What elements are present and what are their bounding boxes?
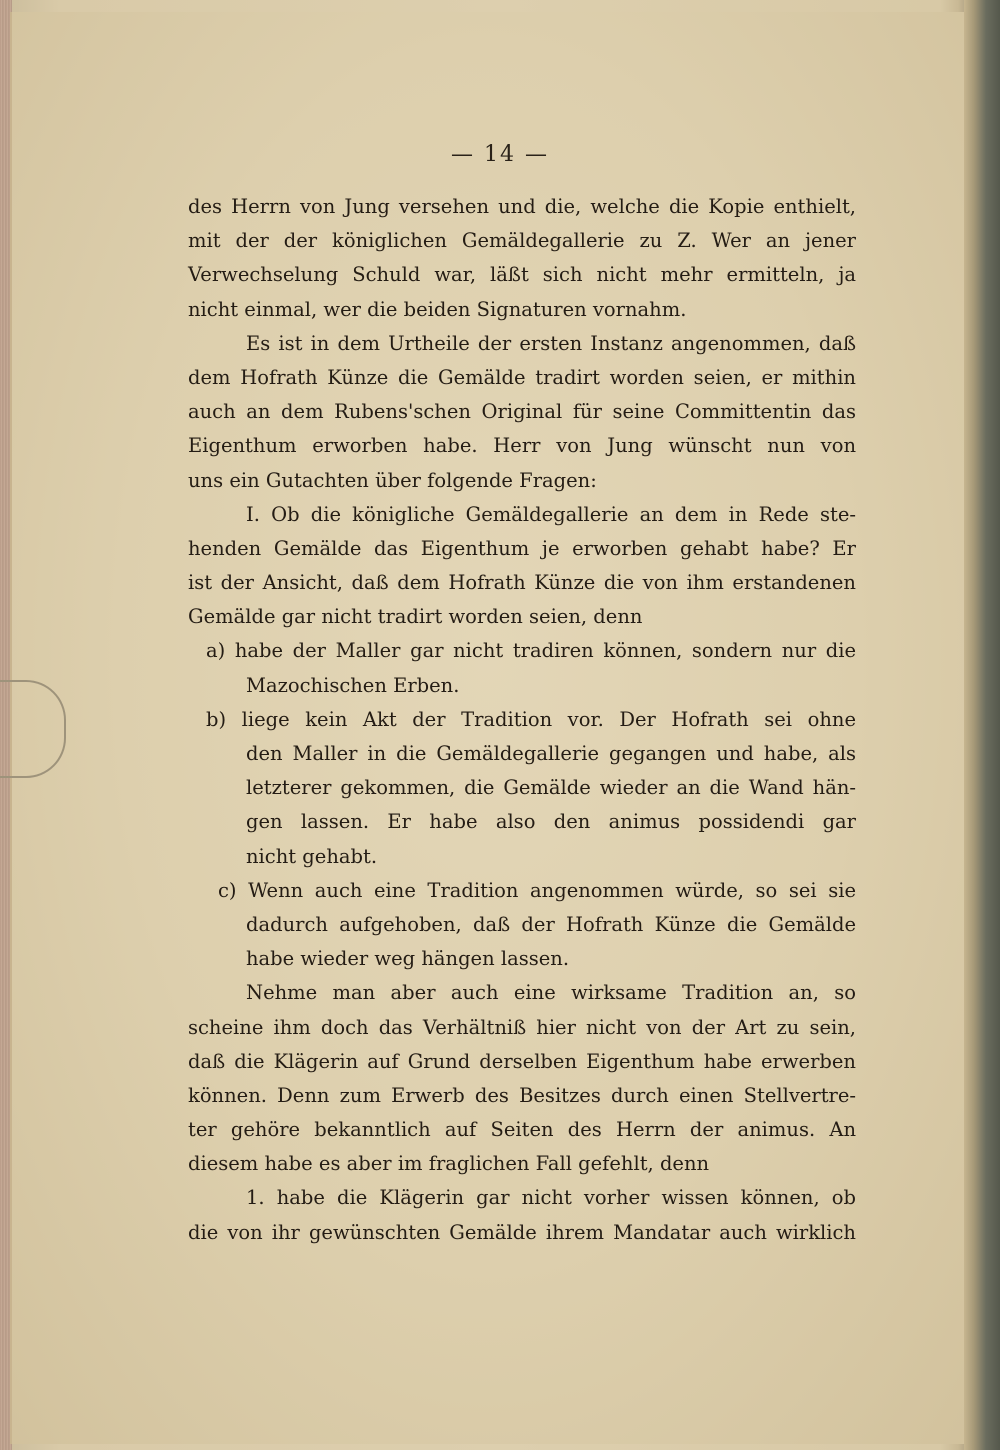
- text-line: nicht gehabt.: [246, 844, 378, 868]
- text-line: letzterer gekommen, die Gemälde wieder an die Wand hän-: [246, 776, 856, 800]
- text-line: die von ihr gewünschten Gemälde ihrem Mandatar auch wirklich: [188, 1220, 856, 1244]
- text-line: Mazochischen Erben.: [246, 673, 460, 697]
- text-line: b) liege kein Akt der Tradition vor. Der Hofrath sei ohne: [206, 707, 856, 731]
- text-line: dadurch aufgehoben, daß der Hofrath Künze die Gemälde: [246, 912, 856, 936]
- text-line: henden Gemälde das Eigenthum je erworben gehabt habe? Er: [188, 536, 856, 560]
- text-line: gen lassen. Er habe also den animus possidendi gar: [246, 810, 856, 834]
- body-text: [188, 190, 856, 1250]
- text-line: Gemälde gar nicht tradirt worden seien, denn: [188, 605, 643, 629]
- text-line: a) habe der Maller gar nicht tradiren können, sondern nur die: [206, 639, 856, 663]
- text-line: scheine ihm doch das Verhältniß hier nicht von der Art zu sein,: [188, 1015, 856, 1039]
- text-line: dem Hofrath Künze die Gemälde tradirt worden seien, er mithin: [188, 365, 856, 389]
- text-line: auch an dem Rubens'schen Original für seine Committentin das: [188, 400, 856, 424]
- text-line: ter gehöre bekanntlich auf Seiten des Herrn der animus. An: [188, 1118, 856, 1142]
- text-line: I. Ob die königliche Gemäldegallerie an dem in Rede ste-: [246, 502, 856, 526]
- text-line: c) Wenn auch eine Tradition angenommen würde, so sei sie: [218, 878, 856, 902]
- text-line: Nehme man aber auch eine wirksame Tradition an, so: [246, 981, 856, 1005]
- text-line: ist der Ansicht, daß dem Hofrath Künze die von ihm erstandenen: [188, 571, 856, 595]
- text-line: 1. habe die Klägerin gar nicht vorher wissen können, ob: [246, 1186, 856, 1210]
- text-line: können. Denn zum Erwerb des Besitzes durch einen Stellvertre-: [188, 1083, 856, 1107]
- text-line: mit der der königlichen Gemäldegallerie zu Z. Wer an jener: [188, 229, 856, 253]
- text-line: nicht einmal, wer die beiden Signaturen vornahm.: [188, 297, 687, 321]
- text-line: Es ist in dem Urtheile der ersten Instanz angenommen, daß: [246, 331, 856, 355]
- text-line: Eigenthum erworben habe. Herr von Jung wünscht nun von: [188, 434, 856, 458]
- text-line: daß die Klägerin auf Grund derselben Eigenthum habe erwerben: [188, 1049, 856, 1073]
- text-line: Verwechselung Schuld war, läßt sich nicht mehr ermitteln, ja: [188, 263, 856, 287]
- text-line: des Herrn von Jung versehen und die, welche die Kopie enthielt,: [188, 195, 856, 218]
- clip-mark: [0, 680, 66, 778]
- page-number: — 14 —: [451, 142, 549, 167]
- text-line: uns ein Gutachten über folgende Fragen:: [188, 468, 597, 492]
- text-line: den Maller in die Gemäldegallerie gegangen und habe, als: [246, 742, 856, 765]
- text-line: diesem habe es aber im fraglichen Fall gefehlt, denn: [188, 1152, 710, 1176]
- text-line: habe wieder weg hängen lassen.: [246, 947, 570, 971]
- book-cover-edge: [964, 0, 1000, 1450]
